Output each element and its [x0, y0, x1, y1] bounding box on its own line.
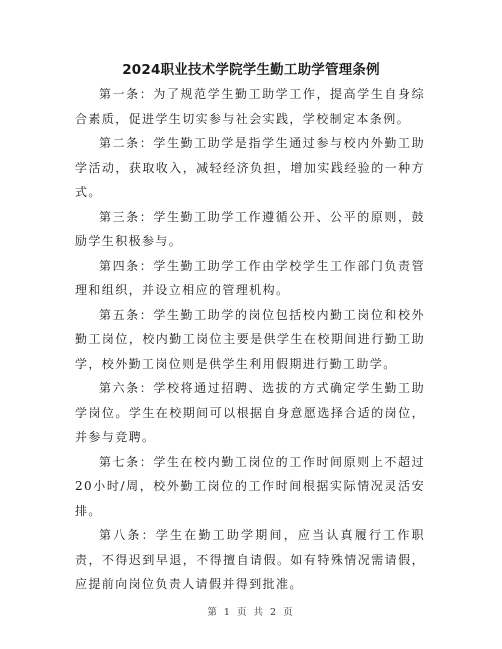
- document-title: 2024职业技术学院学生勤工助学管理条例: [122, 62, 380, 78]
- article-6: 第六条：学校将通过招聘、选拔的方式确定学生勤工助学岗位。学生在校期间可以根据自身意愿选择合适的岗位，并参与竞聘。: [75, 381, 425, 444]
- article-3: 第三条：学生勤工助学工作遵循公开、公平的原则，鼓励学生积极参与。: [75, 209, 425, 248]
- article-1: 第一条：为了规范学生勤工助学工作，提高学生自身综合素质，促进学生切实参与社会实践，学校制定本条例。: [75, 87, 425, 126]
- article-4: 第四条：学生勤工助学工作由学校学生工作部门负责管理和组织，并设立相应的管理机构。: [75, 258, 425, 297]
- article-7: 第七条：学生在校内勤工岗位的工作时间原则上不超过20小时/周，校外勤工岗位的工作时间根据实际情况灵活安排。: [75, 454, 425, 518]
- document-body: [75, 82, 425, 597]
- article-5: 第五条：学生勤工助学的岗位包括校内勤工岗位和校外勤工岗位，校内勤工岗位主要是供学生在校期间进行勤工助学，校外勤工岗位则是供学生利用假期进行勤工助学。: [75, 307, 425, 371]
- article-8: 第八条：学生在勤工助学期间，应当认真履行工作职责，不得迟到早退，不得擅自请假。如有特殊情况需请假，应提前向岗位负责人请假并得到批准。: [75, 528, 425, 591]
- article-2: 第二条：学生勤工助学是指学生通过参与校内外勤工助学活动，获取收入，减轻经济负担，增加实践经验的一种方式。: [75, 136, 425, 199]
- page-number-footer: 第 1 页 共 2 页: [207, 607, 295, 618]
